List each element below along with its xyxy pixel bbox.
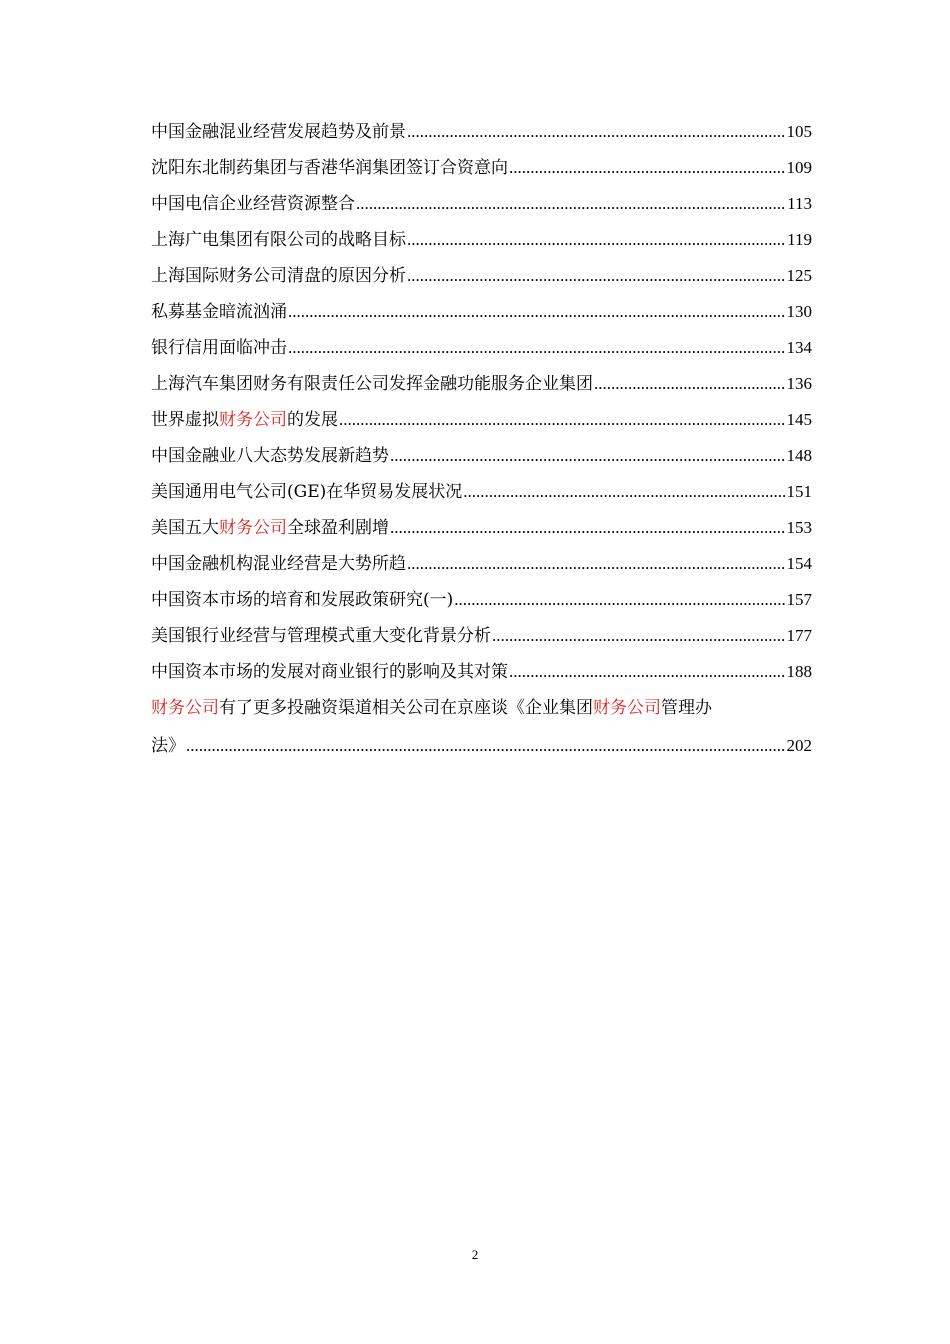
toc-entry-title-line2 xyxy=(151,728,812,764)
toc-entry[interactable] xyxy=(151,474,812,510)
toc-dot-leader xyxy=(407,258,786,294)
toc-entry-title: 上海广电集团有限公司的战略目标 xyxy=(151,230,406,250)
toc-entry-title xyxy=(151,402,338,438)
toc-entry-page: 113 xyxy=(787,194,812,213)
toc-entry[interactable] xyxy=(151,258,812,294)
toc-entry[interactable] xyxy=(151,366,812,402)
toc-entry-page: 148 xyxy=(786,446,812,465)
toc-dot-leader xyxy=(407,222,786,258)
highlighted-term: 财务公司 xyxy=(151,698,219,718)
toc-dot-leader xyxy=(454,582,785,618)
toc-entry-title: 银行信用面临冲击 xyxy=(151,338,287,358)
toc-entry-title: 中国资本市场的发展对商业银行的影响及其对策 xyxy=(151,662,508,682)
toc-dot-leader xyxy=(407,114,786,150)
toc-title-text: 世界虚拟 xyxy=(151,410,219,430)
toc-entry-page: 130 xyxy=(786,302,812,321)
page-number: 2 xyxy=(471,1247,479,1262)
toc-entry-title: 沈阳东北制药集团与香港华润集团签订合资意向 xyxy=(151,158,508,178)
highlighted-term: 财务公司 xyxy=(219,518,287,538)
toc-dot-leader xyxy=(288,330,786,366)
toc-title-text: 法》 xyxy=(151,736,185,756)
toc-entry[interactable] xyxy=(151,582,812,618)
toc-entry-title: 美国通用电气公司(GE)在华贸易发展状况 xyxy=(151,482,463,502)
toc-title-text: 有了更多投融资渠道相关公司在京座谈《企业集团 xyxy=(219,698,593,718)
toc-entry-page: 153 xyxy=(786,518,812,537)
toc-entry[interactable] xyxy=(151,294,812,330)
toc-dot-leader xyxy=(356,186,786,222)
toc-entry-title: 中国金融混业经营发展趋势及前景 xyxy=(151,122,406,142)
toc-entry-title: 上海国际财务公司清盘的原因分析 xyxy=(151,266,406,286)
toc-entry[interactable] xyxy=(151,150,812,186)
toc-entry-title: 中国电信企业经营资源整合 xyxy=(151,194,355,214)
highlighted-term: 财务公司 xyxy=(593,698,661,718)
toc-entry-title: 美国银行业经营与管理模式重大变化背景分析 xyxy=(151,626,491,646)
toc-title-text: 管理办 xyxy=(661,698,712,718)
toc-entry-title: 中国金融机构混业经营是大势所趋 xyxy=(151,554,406,574)
toc-entry-title xyxy=(151,510,389,546)
toc-entry[interactable] xyxy=(151,186,812,222)
toc-entry-title: 上海汽车集团财务有限责任公司发挥金融功能服务企业集团 xyxy=(151,374,593,394)
toc-dot-leader xyxy=(594,366,786,402)
toc-entry-page: 119 xyxy=(787,230,812,249)
toc-title-text: 的发展 xyxy=(287,410,338,430)
toc-dot-leader xyxy=(186,728,786,764)
toc-dot-leader xyxy=(339,402,786,438)
toc-entry[interactable] xyxy=(151,330,812,366)
toc-entry-page: 188 xyxy=(786,662,812,681)
toc-entry-page: 151 xyxy=(786,482,812,501)
toc-entry[interactable] xyxy=(151,654,812,690)
toc-entry-title: 中国资本市场的培育和发展政策研究(一) xyxy=(151,590,454,610)
toc-dot-leader xyxy=(463,474,785,510)
toc-entry[interactable] xyxy=(151,114,812,150)
toc-entry-page: 177 xyxy=(786,626,812,645)
toc-entry-title-line1 xyxy=(151,690,812,728)
toc-entry[interactable] xyxy=(151,546,812,582)
toc-dot-leader xyxy=(509,654,786,690)
toc-entry[interactable] xyxy=(151,222,812,258)
toc-dot-leader xyxy=(390,510,786,546)
table-of-contents xyxy=(151,114,812,764)
toc-dot-leader xyxy=(407,546,786,582)
toc-entry-multiline[interactable] xyxy=(151,690,812,764)
toc-entry[interactable] xyxy=(151,510,812,546)
toc-entry-title: 私募基金暗流汹涌 xyxy=(151,302,287,322)
toc-entry-page: 202 xyxy=(786,736,812,755)
toc-entry-page: 125 xyxy=(786,266,812,285)
toc-entry[interactable] xyxy=(151,438,812,474)
toc-entry-page: 136 xyxy=(786,374,812,393)
toc-dot-leader xyxy=(492,618,786,654)
toc-entry[interactable] xyxy=(151,402,812,438)
toc-dot-leader xyxy=(509,150,786,186)
toc-title-text: 美国五大 xyxy=(151,518,219,538)
toc-entry-page: 154 xyxy=(786,554,812,573)
toc-entry-title: 中国金融业八大态势发展新趋势 xyxy=(151,446,389,466)
toc-entry-page: 109 xyxy=(786,158,812,177)
highlighted-term: 财务公司 xyxy=(219,410,287,430)
toc-entry-page: 145 xyxy=(786,410,812,429)
toc-entry-page: 105 xyxy=(786,122,812,141)
toc-entry[interactable] xyxy=(151,618,812,654)
toc-entry-page: 134 xyxy=(786,338,812,357)
toc-title-text: 全球盈利剧增 xyxy=(287,518,389,538)
toc-dot-leader xyxy=(288,294,786,330)
toc-dot-leader xyxy=(390,438,786,474)
toc-entry-page: 157 xyxy=(786,590,812,609)
